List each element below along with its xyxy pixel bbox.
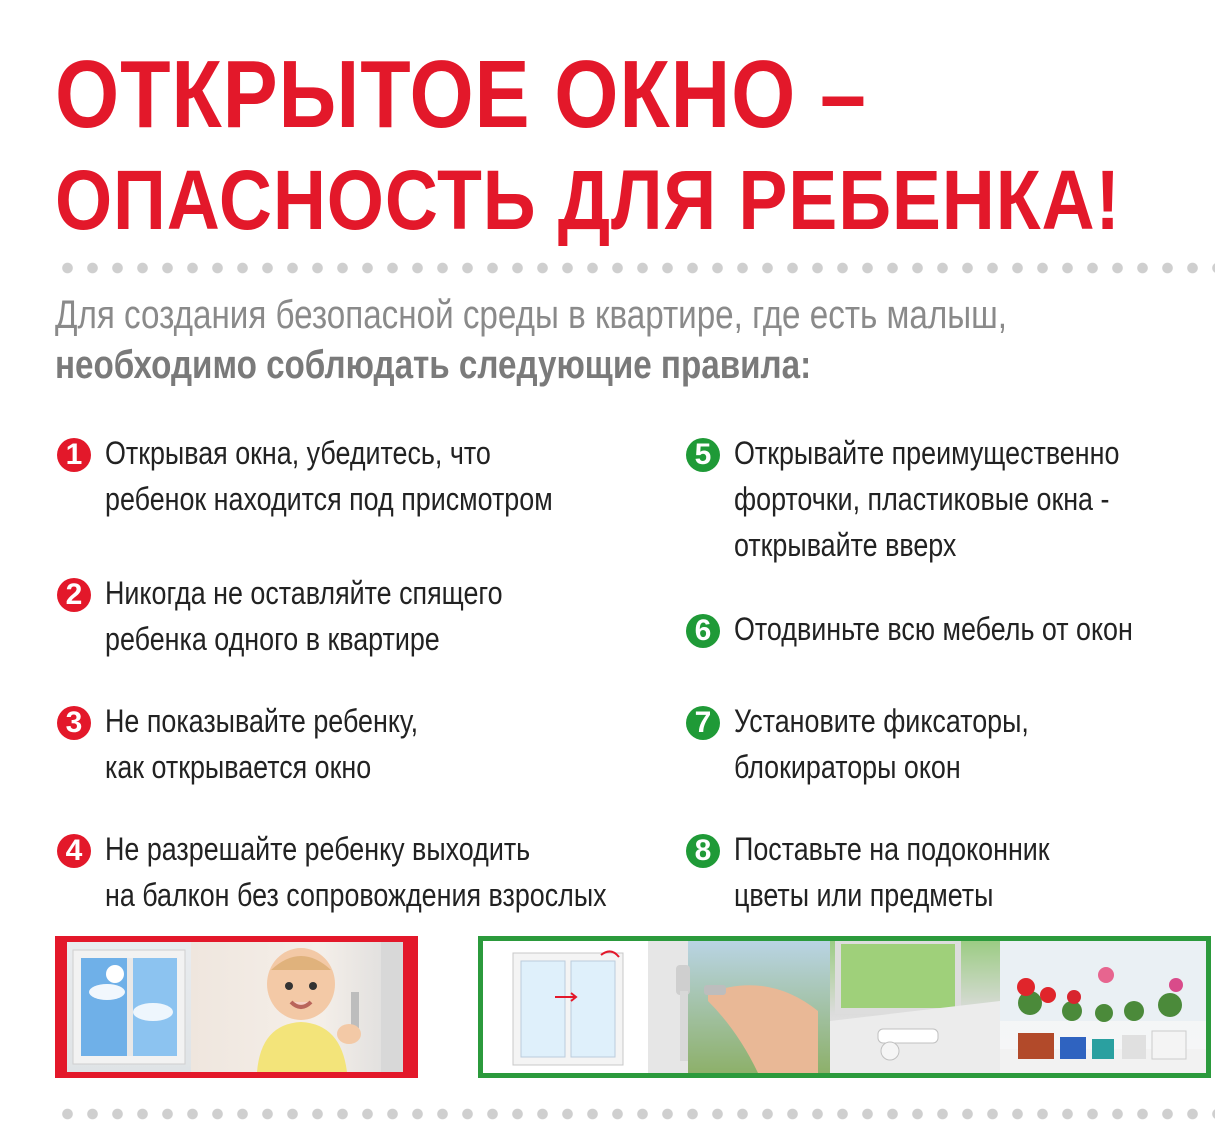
rule-text: Отодвиньте всю мебель от окон — [734, 611, 1133, 647]
flowers-on-sill-photo — [1000, 941, 1206, 1073]
dotted-divider-top — [55, 262, 1215, 274]
rule-number-badge: 7 — [686, 706, 720, 740]
dotted-divider-bottom — [55, 1108, 1215, 1120]
rule-number-badge: 6 — [686, 614, 720, 648]
rule-2 — [57, 570, 578, 662]
tilt-window-diagram — [483, 941, 648, 1073]
rule-3 — [57, 698, 478, 790]
rule-8 — [686, 826, 1110, 918]
open-window-photo — [67, 942, 191, 1072]
photo-strip-green — [478, 936, 1211, 1078]
rule-5 — [686, 430, 1193, 568]
rule-7 — [686, 698, 1085, 790]
rule-number-badge: 3 — [57, 706, 91, 740]
rule-text: Открывая окна, убедитесь, что ребенок находится под присмотром — [105, 435, 553, 517]
headline-line-1: ОТКРЫТОЕ ОКНО – — [55, 41, 867, 148]
rule-text: Установите фиксаторы, блокираторы окон — [734, 703, 1029, 785]
rule-4 — [57, 826, 702, 918]
window-handle-lock-photo — [648, 941, 830, 1073]
rule-number-badge: 4 — [57, 834, 91, 868]
rule-text: Не показывайте ребенку, как открывается окно — [105, 703, 419, 785]
intro-line-1: Для создания безопасной среды в квартире, где есть малыш, — [55, 293, 1007, 337]
rule-number-badge: 5 — [686, 438, 720, 472]
rule-text: Никогда не оставляйте спящего ребенка одного в квартире — [105, 575, 503, 657]
rule-text: Открывайте преимущественно форточки, пластиковые окна - открывайте вверх — [734, 435, 1120, 563]
photo-strip-red — [55, 936, 418, 1078]
rule-number-badge: 2 — [57, 578, 91, 612]
baby-at-window-photo — [191, 942, 403, 1072]
intro-line-2: необходимо соблюдать следующие правила: — [55, 343, 812, 387]
rule-6 — [686, 606, 1209, 652]
window-lock-device-photo — [830, 941, 1000, 1073]
headline-line-2: ОПАСНОСТЬ ДЛЯ РЕБЕНКА! — [55, 153, 1121, 247]
rule-number-badge: 8 — [686, 834, 720, 868]
rule-number-badge: 1 — [57, 438, 91, 472]
rule-text: Поставьте на подоконник цветы или предметы — [734, 831, 1050, 913]
rule-1 — [57, 430, 638, 522]
rule-text: Не разрешайте ребенку выходить на балкон без сопровождения взрослых — [105, 831, 607, 913]
